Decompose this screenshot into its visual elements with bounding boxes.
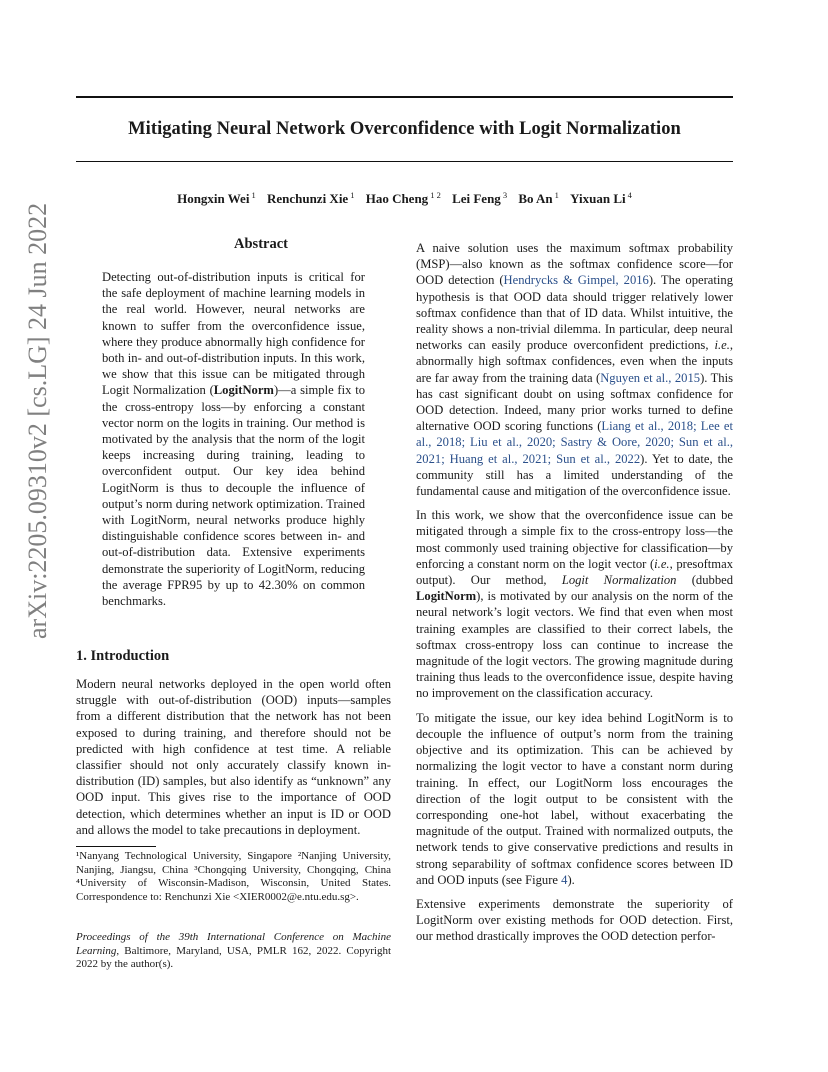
footnote-divider — [76, 846, 156, 847]
author: Hongxin Wei $^1$ — [177, 190, 256, 206]
introduction-body: Modern neural networks deployed in the open world often struggle with out-of-distribution (OOD) inputs—samples from a different distribution that the network has not been exposed to during training, and therefore should not be predicted with high confidence at test time. A reliable classifier should not only accurately classify known in-distribution (ID) samples, but also identify as “unknown” any OOD input. This gives rise to the importance of OOD detection, which determines whether an input is ID or OOD and allows the model to take precautions in deployment. — [76, 677, 391, 837]
author: Hao Cheng $^{1 2}$ — [365, 190, 441, 206]
title-rule-top — [76, 96, 733, 98]
paragraph: A naive solution uses the maximum softmax probability (MSP)—also known as the softmax confidence score—for OOD detection (Hendrycks & Gimpel, 2016). The operating hypothesis is that OOD data should trigger relatively lower softmax confidence than that of ID data. Whilst intuitive, the reality shows a non-trivial dilemma. In particular, deep neural networks can easily produce overconfident predictions, i.e., abnormally high softmax confidences, even when the inputs are far away from the training data (Nguyen et al., 2015). This has cast significant doubt on using softmax confidence for OOD detection. Indeed, many prior works turned to define alternative OOD scoring functions (Liang et al., 2018; Lee et al., 2018; Liu et al., 2020; Sastry & Oore, 2020; Sun et al., 2021; Huang et al., 2021; Sun et al., 2022). Yet to date, the community still has a limited understanding of the fundamental cause and mitigation of the overconfidence issue. — [416, 241, 734, 499]
proceedings-note: Proceedings of the 39th International Conference on Machine Learning, Baltimore, Maryland, USA, PMLR 162, 2022. Copyright 2022 by the author(s). — [76, 931, 391, 971]
abstract-body: Detecting out-of-distribution inputs is critical for the safe deployment of machine learning models in the real world. However, neural networks are known to suffer from the overconfidence issue, where they produce abnormally high confidence for both in- and out-of-distribution inputs. In this work, we show that this issue can be mitigated through Logit Normalization (LogitNorm)—a simple fix to the cross-entropy loss—by enforcing a constant vector norm on the logits in training. Our method is motivated by the analysis that the norm of the logit keeps increasing during training, leading to overconfident output. Our key idea behind LogitNorm is thus to decouple the influence of output’s norm during network optimization. Trained with LogitNorm, neural networks produce highly distinguishable confidence scores between in- and out-of-distribution data. Extensive experiments demonstrate the superiority of LogitNorm, reducing the average FPR95 by up to 42.30% on common benchmarks. — [102, 270, 365, 609]
paper-title: Mitigating Neural Network Overconfidence with Logit Normalization — [128, 119, 681, 139]
figure-link[interactable]: 4 — [561, 872, 568, 887]
paragraph: To mitigate the issue, our key idea behind LogitNorm is to decouple the influence of output’s norm from the training objective and its optimization. This can be achieved by normalizing the logit vector to have a constant norm during training. In effect, our LogitNorm loss encourages the direction of the logit output to be consistent with the corresponding one-hot label, without exacerbating the magnitude of the output. Trained with normalized outputs, the network tends to give conservative predictions and results in strong separability of softmax confidence scores between ID and OOD inputs (see Figure 4). — [416, 710, 733, 887]
author: Yixuan Li $^4$ — [570, 190, 632, 206]
right-column-body — [416, 240, 733, 953]
title-rule-bottom — [76, 161, 733, 162]
citation-link[interactable]: Hendrycks & Gimpel, 2016 — [503, 273, 649, 288]
paragraph: Extensive experiments demonstrate the superiority of LogitNorm over existing methods for OOD detection. First, our method drastically improves the OOD detection perfor- — [416, 896, 733, 944]
abstract-heading: Abstract — [234, 236, 288, 252]
citation-link[interactable]: Nguyen et al., 2015 — [600, 370, 701, 385]
author-list — [76, 190, 733, 207]
paragraph: In this work, we show that the overconfidence issue can be mitigated through a simple fix to the cross-entropy loss—the most commonly used training objective for classification—by enforcing a constant norm on the logit vector (i.e., presoftmax output). Our method, Logit Normalization (dubbed LogitNorm), is motivated by our analysis on the norm of the neural network’s logit vectors. We find that even when most training examples are classified to their correct labels, the softmax cross-entropy loss can continue to increase the magnitude of the logit vectors. The growing magnitude during training thus leads to the overconfidence issue, despite having no improvement on the classification accuracy. — [416, 508, 733, 701]
citation-link[interactable]: Liang et al., 2018; Lee et al., 2018; Liu et al., 2020; Sastry & Oore, 2020; Sun et al., 2021; Huang et al., 2021; Sun et al., 2022 — [416, 419, 733, 466]
author: Bo An $^1$ — [518, 190, 559, 206]
section-heading-introduction: 1. Introduction — [76, 648, 170, 664]
author: Lei Feng $^3$ — [452, 190, 508, 206]
affiliation-footnote: ¹Nanyang Technological University, Singapore ²Nanjing University, Nanjing, Jiangsu, China ³Chongqing University, Chongqing, China ⁴University of Wisconsin-Madison, Wisconsin, United States. Correspondence to: Renchunzi Xie <XIER0002@e.ntu.edu.sg>. — [76, 850, 391, 903]
author: Renchunzi Xie $^1$ — [266, 190, 355, 206]
arxiv-stamp: arXiv:2205.09310v2 [cs.LG] 24 Jun 2022 — [23, 202, 52, 639]
